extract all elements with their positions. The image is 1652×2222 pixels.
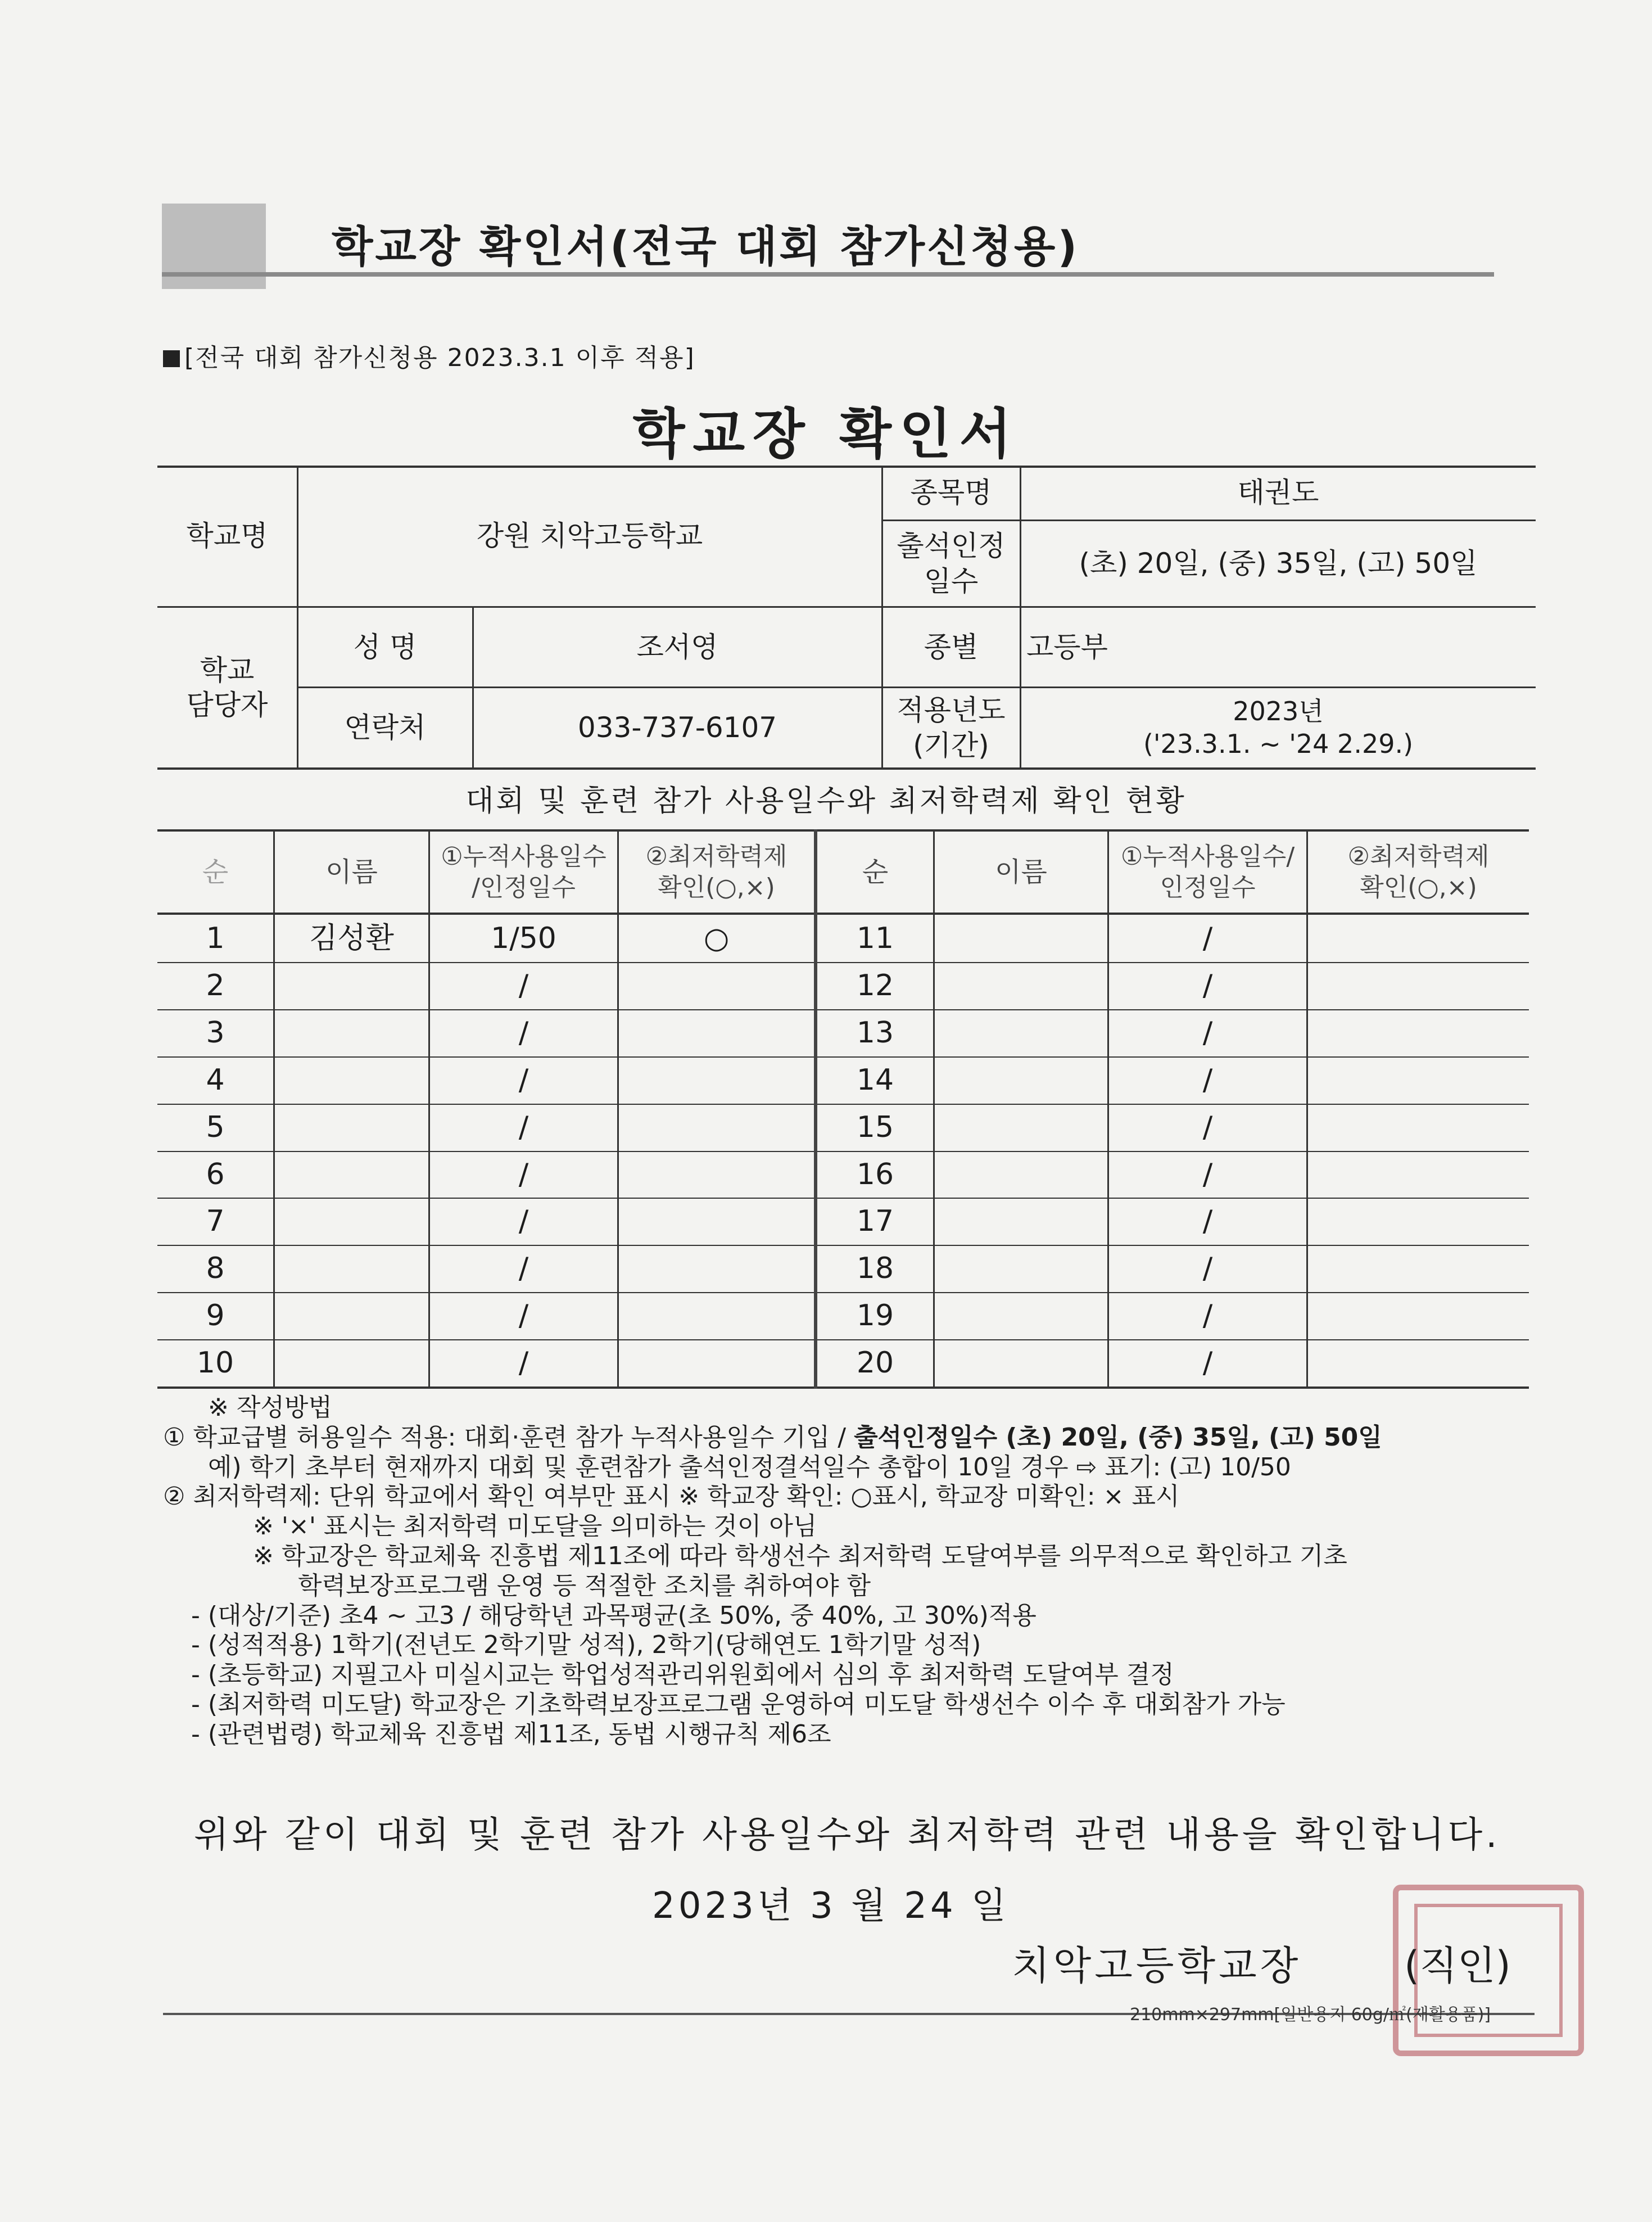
roster-cell-name [935,1198,1107,1245]
instruction-line: ② 최저학력제: 단위 학교에서 확인 여부만 표시 ※ 학교장 확인: ○표시, 학교장 미확인: × 표시 [163,1482,1180,1511]
roster-cell-name [935,1339,1107,1387]
contact-person-label: 학교 담당자 [186,653,268,721]
name-label: 성 명 [353,630,417,663]
roster-cell-days: / [1202,921,1213,955]
event-label: 종목명 [910,476,992,509]
roster-cell-no: 8 [206,1251,225,1285]
instruction-line: - (최저학력 미도달) 학교장은 기초학력보장프로그램 운영하여 미도달 학생선수 이수 후 대회참가 가능 [191,1690,1286,1719]
category-value: 고등부 [1026,630,1108,663]
paper-spec-note: 210mm×297mm[일반용지 60g/㎡(재활용품)] [1130,2005,1491,2025]
roster-cell-no: 5 [206,1110,225,1144]
roster-cell-days: / [1202,1345,1213,1380]
roster-cell-days: / [1202,1110,1213,1144]
header-no-right: 순 [862,856,889,888]
roster-cell-check [619,1339,814,1387]
roster-cell-no: 3 [206,1015,225,1050]
roster-cell-no: 15 [856,1110,894,1144]
roster-cell-days: / [1202,1204,1213,1238]
roster-cell-no: 19 [856,1298,894,1333]
roster-cell-name: 김성환 [309,921,394,955]
roster-cell-no: 11 [856,921,894,955]
roster-cell-check [619,1292,814,1339]
instruction-text: ① 학교급별 허용일수 적용: 대회·훈련 참가 누적사용일수 기입 / [163,1422,854,1452]
roster-cell-no: 6 [206,1157,225,1191]
roster-cell-name [935,1104,1107,1151]
roster-cell-days: / [1202,1157,1213,1191]
roster-cell-days: / [1202,1015,1213,1050]
roster-cell-check [619,1104,814,1151]
roster-cell-name [935,962,1107,1009]
roster-cell-check [1308,962,1529,1009]
confirmation-statement: 위와 같이 대회 및 훈련 참가 사용일수와 최저학력 관련 내용을 확인합니다. [194,1814,1501,1856]
roster-cell-no: 20 [856,1345,894,1380]
roster-cell-name [935,1245,1107,1292]
square-bullet-icon [163,350,180,367]
year-label: 적용년도 (기간) [897,694,1006,762]
attendance-label: 출석인정 일수 [897,530,1006,598]
roster-cell-check [619,962,814,1009]
roster-cell-no: 7 [206,1204,225,1238]
roster-cell-days: / [518,1204,529,1238]
roster-cell-check [619,1056,814,1104]
roster-cell-name [275,1339,428,1387]
header-days-left: ①누적사용일수 /인정일수 [441,842,607,902]
signature-date: 2023년 3 월 24 일 [652,1885,1010,1927]
instruction-line: ※ 학교장은 학교체육 진흥법 제11조에 따라 학생선수 최저학력 도달여부를 의무적으로 확인하고 기초 [253,1541,1347,1570]
seal-placeholder: (직인) [1404,1943,1511,1989]
roster-cell-days: / [518,1345,529,1380]
roster-cell-days: / [518,1015,529,1050]
roster-cell-days: / [518,1298,529,1333]
roster-cell-no: 14 [856,1063,894,1097]
roster-cell-days: / [1202,1063,1213,1097]
roster-cell-days: / [518,1251,529,1285]
roster-cell-no: 18 [856,1251,894,1285]
roster-cell-check [619,1198,814,1245]
header-days-right: ①누적사용일수/ 인정일수 [1120,842,1295,902]
instruction-line: - (성적적용) 1학기(전년도 2학기말 성적), 2학기(당해연도 1학기말 성적) [191,1631,981,1660]
roster-cell-name [935,1292,1107,1339]
roster-cell-check [1308,1056,1529,1104]
roster-table [157,829,1529,1389]
header-check-right: ②최저학력제 확인(○,×) [1347,842,1490,902]
roster-cell-days: / [518,1157,529,1191]
roster-cell-check: ○ [703,921,730,955]
roster-cell-no: 4 [206,1063,225,1097]
roster-cell-check [1308,1009,1529,1056]
roster-cell-check [1308,1245,1529,1292]
roster-cell-name [935,1056,1107,1104]
instruction-bold-text: 출석인정일수 (초) 20일, (중) 35일, (고) 50일 [854,1422,1382,1452]
category-label: 종별 [924,630,979,663]
roster-cell-check [1308,1339,1529,1387]
instruction-line: - (관련법령) 학교체육 진흥법 제11조, 동법 시행규칙 제6조 [191,1719,831,1749]
roster-cell-no: 12 [856,968,894,1002]
instruction-line: ※ '×' 표시는 최저학력 미도달을 의미하는 것이 아님 [253,1512,817,1541]
name-value: 조서영 [636,630,718,663]
instruction-line: - (대상/기준) 초4 ~ 고3 / 해당학년 과목평균(초 50%, 중 40%, 고 30%)적용 [191,1601,1037,1630]
roster-cell-days: / [1202,1251,1213,1285]
roster-cell-no: 17 [856,1204,894,1238]
header-name-right: 이름 [995,856,1047,888]
roster-cell-days: / [518,1063,529,1097]
event-value: 태권도 [1237,476,1319,509]
roster-cell-name [935,1009,1107,1056]
roster-cell-check [1308,1292,1529,1339]
roster-cell-name [935,915,1107,962]
roster-cell-no: 9 [206,1298,225,1333]
roster-cell-name [275,1198,428,1245]
roster-cell-name [275,1009,428,1056]
roster-cell-check [1308,1151,1529,1198]
school-name-value: 강원 치악고등학교 [476,519,703,552]
phone-value: 033-737-6107 [577,711,777,744]
instruction-line [163,1423,1535,1453]
roster-cell-no: 13 [856,1015,894,1050]
roster-cell-check [1308,915,1529,962]
roster-cell-name [275,1104,428,1151]
roster-cell-check [619,1009,814,1056]
attendance-value: (초) 20일, (중) 35일, (고) 50일 [1079,547,1478,580]
roster-cell-name [935,1151,1107,1198]
notice-text: [전국 대회 참가신청용 2023.3.1 이후 적용] [184,344,695,372]
roster-cell-no: 16 [856,1157,894,1191]
roster-cell-days: / [518,1110,529,1144]
instructions-heading: ※ 작성방법 [208,1393,332,1422]
roster-cell-name [275,1151,428,1198]
roster-cell-check [619,1245,814,1292]
roster-title: 대회 및 훈련 참가 사용일수와 최저학력제 확인 현황 [465,784,1187,818]
roster-cell-check [1308,1104,1529,1151]
header-check-left: ②최저학력제 확인(○,×) [645,842,787,902]
roster-cell-name [275,1245,428,1292]
header-band-title: 학교장 확인서(전국 대회 참가신청용) [332,222,1080,272]
header-rule [162,272,1494,277]
school-name-label: 학교명 [186,519,268,552]
year-value: 2023년 ('23.3.1. ~ '24 2.29.) [1143,696,1414,759]
roster-cell-days: / [1202,968,1213,1002]
instruction-line: - (초등학교) 지필고사 미실시교는 학업성적관리위원회에서 심의 후 최저학력 도달여부 결정 [191,1660,1174,1690]
header-no-left: 순 [202,856,229,888]
roster-cell-no: 10 [196,1345,234,1380]
roster-cell-no: 1 [206,921,225,955]
phone-label: 연락처 [344,711,426,744]
writing-instructions [163,1393,1535,1750]
roster-cell-check [619,1151,814,1198]
instruction-line: 예) 학기 초부터 현재까지 대회 및 훈련참가 출석인정결석일수 총합이 10일 경우 ⇨ 표기: (고) 10/50 [208,1452,1291,1482]
roster-cell-check [1308,1198,1529,1245]
header-name-left: 이름 [325,856,378,888]
roster-cell-days: / [518,968,529,1002]
document-title: 학교장 확인서 [632,403,1020,466]
roster-cell-name [275,1056,428,1104]
roster-cell-no: 2 [206,968,225,1002]
roster-cell-name [275,962,428,1009]
roster-cell-name [275,1292,428,1339]
school-info-table [157,466,1536,769]
instruction-line: 학력보장프로그램 운영 등 적절한 조치를 취하여야 함 [298,1571,871,1600]
roster-cell-days: 1/50 [491,921,556,955]
principal-title: 치악고등학교장 [1012,1943,1302,1989]
applicability-notice [163,337,695,373]
roster-cell-days: / [1202,1298,1213,1333]
